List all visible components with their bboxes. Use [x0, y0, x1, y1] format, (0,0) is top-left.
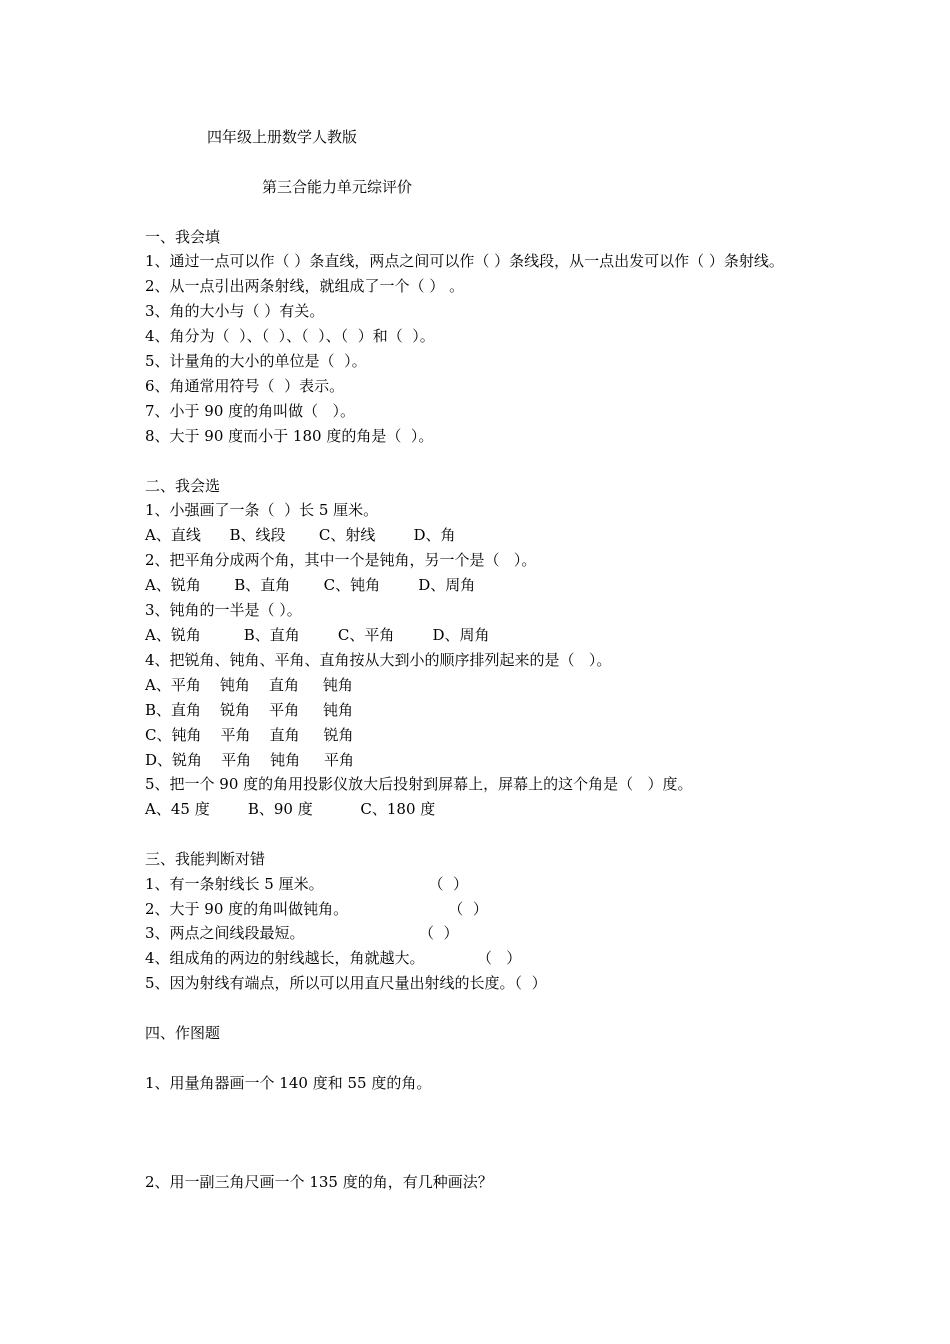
option-line: A、45 度 B、90 度 C、180 度	[145, 800, 436, 818]
page-subtitle: 第三合能力单元综评价	[262, 178, 413, 196]
question-line: 2、从一点引出两条射线，就组成了一个（ ） 。	[145, 277, 465, 295]
section-heading-fill: 一、我会填	[145, 228, 221, 246]
option-line: B、直角 锐角 平角 钝角	[145, 701, 354, 719]
option-line: A、锐角 B、直角 C、平角 D、周角	[145, 626, 490, 644]
question-line: 3、两点之间线段最短。 （ ）	[145, 924, 459, 942]
question-line: 1、有一条射线长 5 厘米。 （ ）	[145, 875, 469, 893]
question-line: 3、角的大小与（ ）有关。	[145, 302, 325, 320]
question-line: 1、通过一点可以作（ ）条直线，两点之间可以作（ ）条线段，从一点出发可以作（ ）条射线。	[145, 252, 784, 270]
option-line: A、锐角 B、直角 C、钝角 D、周角	[145, 576, 476, 594]
option-line: A、直线 B、线段 C、射线 D、角	[145, 526, 456, 544]
option-line: A、平角 钝角 直角 钝角	[145, 676, 353, 694]
question-line: 7、小于 90 度的角叫做（ ）。	[145, 402, 355, 420]
question-line: 5、因为射线有端点，所以可以用直尺量出射线的长度。（ ）	[145, 974, 547, 992]
question-line: 4、把锐角、钝角、平角、直角按从大到小的顺序排列起来的是（ ）。	[145, 651, 612, 669]
question-line: 5、计量角的大小的单位是（ ）。	[145, 352, 367, 370]
question-line: 5、把一个 90 度的角用投影仪放大后投射到屏幕上，屏幕上的这个角是（ ）度。	[145, 775, 693, 793]
question-line: 8、大于 90 度而小于 180 度的角是（ ）。	[145, 427, 434, 445]
question-line: 1、用量角器画一个 140 度和 55 度的角。	[145, 1074, 432, 1092]
question-line: 6、角通常用符号（ ）表示。	[145, 377, 345, 395]
page-title: 四年级上册数学人教版	[207, 128, 358, 146]
question-line: 3、钝角的一半是（ ）。	[145, 601, 302, 619]
question-line: 4、组成角的两边的射线越长，角就越大。 （ ）	[145, 949, 522, 967]
option-line: D、锐角 平角 钝角 平角	[145, 751, 355, 769]
section-heading-choice: 二、我会选	[145, 477, 221, 495]
question-line: 2、把平角分成两个角，其中一个是钝角，另一个是（ ）。	[145, 551, 537, 569]
question-line: 2、大于 90 度的角叫做钝角。 （ ）	[145, 900, 488, 918]
question-line: 2、用一副三角尺画一个 135 度的角，有几种画法？	[145, 1173, 493, 1191]
question-line: 1、小强画了一条（ ）长 5 厘米。	[145, 501, 379, 519]
section-heading-draw: 四、作图题	[145, 1024, 221, 1042]
section-heading-judge: 三、我能判断对错	[145, 850, 266, 868]
option-line: C、钝角 平角 直角 锐角	[145, 726, 354, 744]
question-line: 4、角分为（ ）、（ ）、（ ）、（ ）和（ ）。	[145, 327, 435, 345]
